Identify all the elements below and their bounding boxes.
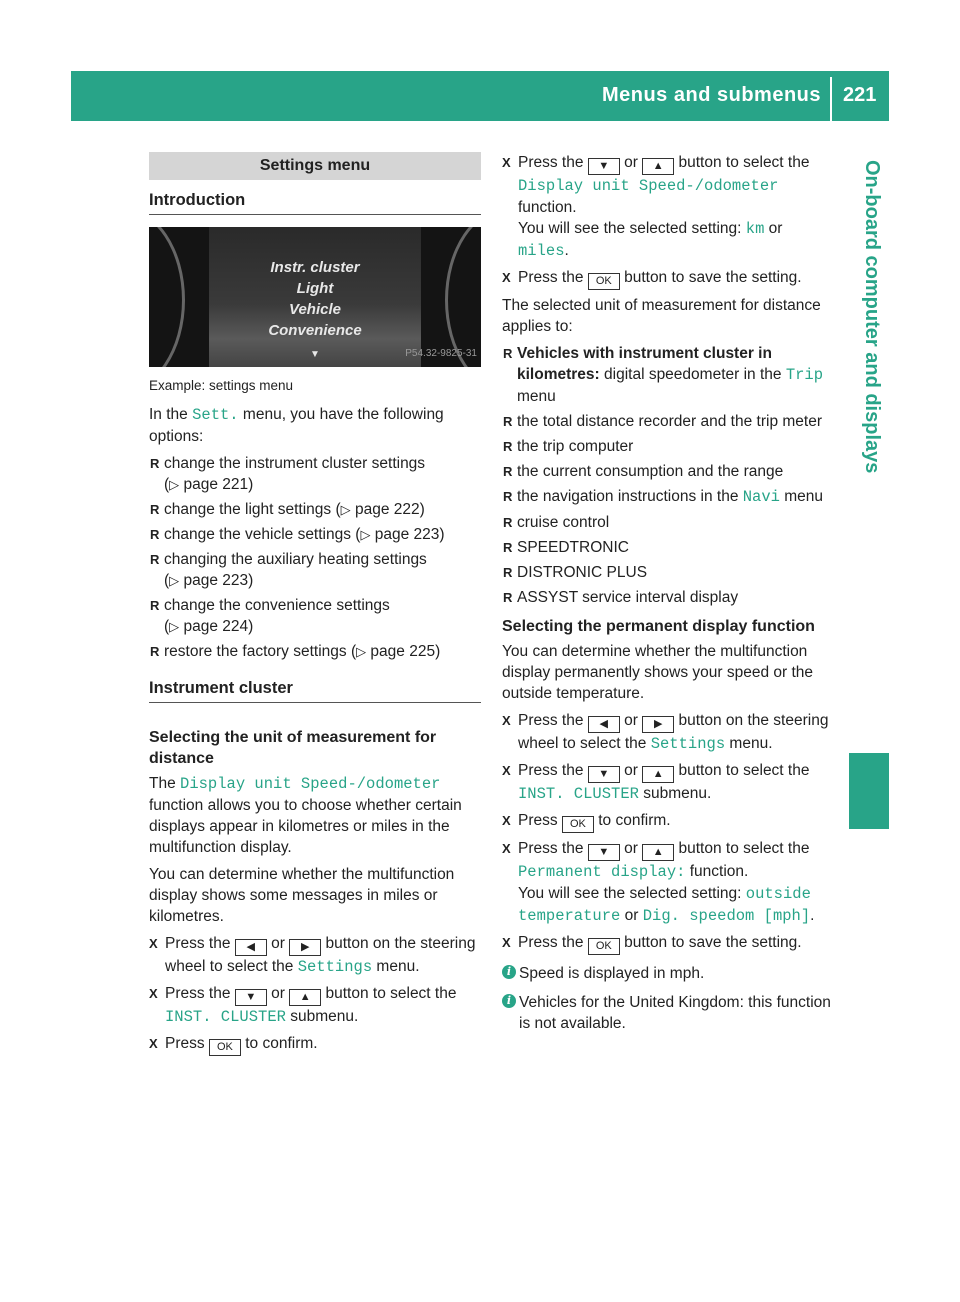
down-arrow-key-icon: ▼: [588, 158, 620, 175]
unit-paragraph-2: You can determine whether the multifunction display shows some messages in miles or kilometres.: [149, 866, 455, 925]
ok-key-icon: OK: [209, 1039, 241, 1056]
right-column: [502, 152, 836, 1034]
left-arrow-key-icon: ◀: [588, 716, 620, 733]
options-list: [149, 453, 481, 662]
ok-key-icon: OK: [562, 816, 594, 833]
side-tab-marker: [849, 753, 889, 829]
step-item: X Press OK to confirm.: [502, 810, 836, 833]
applies-paragraph: The selected unit of measurement for distance applies to:: [502, 297, 821, 335]
unit-paragraph: The Display unit Speed-/odometer function allows you to choose whether certain displays appear in kilometres or miles in the multifunction display.: [149, 775, 462, 856]
list-item: R change the vehicle settings (▷ page 223): [149, 524, 481, 545]
list-item: R changing the auxiliary heating settings (▷ page 223): [149, 549, 481, 591]
code-term: Navi: [742, 488, 780, 506]
steps-list: [502, 710, 836, 955]
down-arrow-key-icon: ▼: [588, 844, 620, 861]
info-note: i Vehicles for the United Kingdom: this function is not available.: [502, 992, 836, 1034]
scroll-down-icon: ▼: [310, 349, 320, 360]
triangle-ref-icon: ▷: [169, 477, 180, 492]
list-item: R DISTRONIC PLUS: [502, 562, 836, 583]
menu-line: Instr. cluster: [270, 259, 360, 276]
list-item: R restore the factory settings (▷ page 225): [149, 641, 481, 662]
list-item: R Vehicles with instrument cluster in kilometres: digital speedometer in the Trip menu: [502, 343, 836, 407]
intro-paragraph: In the Sett. menu, you have the following options:: [149, 406, 444, 445]
triangle-ref-icon: ▷: [169, 573, 180, 588]
info-note: i Speed is displayed in mph.: [502, 963, 836, 984]
list-item: R the trip computer: [502, 436, 836, 457]
applies-list: [502, 343, 836, 608]
right-arrow-key-icon: ▶: [642, 716, 674, 733]
step-item: X Press OK to confirm.: [149, 1033, 481, 1056]
triangle-ref-icon: ▷: [169, 619, 180, 634]
list-item: R the navigation instructions in the Navi menu: [502, 486, 836, 508]
list-item: R ASSYST service interval display: [502, 587, 836, 608]
permanent-paragraph: You can determine whether the multifunction display permanently shows your speed or the outside temperature.: [502, 643, 814, 702]
code-term: Sett.: [192, 406, 239, 424]
step-item: X Press the OK button to save the setting.: [502, 932, 836, 955]
list-item: R change the convenience settings (▷ page 224): [149, 595, 481, 637]
up-arrow-key-icon: ▲: [289, 989, 321, 1006]
settings-menu-photo: [149, 227, 481, 367]
code-term: INST. CLUSTER: [518, 785, 639, 803]
steps-list: [502, 152, 836, 290]
header-title: Menus and submenus: [601, 84, 821, 106]
code-term: miles: [518, 242, 565, 260]
code-term: Permanent display:: [518, 863, 686, 881]
side-tab: [846, 160, 890, 680]
step-item: X Press the ▼ or ▲ button to select the Permanent display: function. You will see the selected setting: outside temperature or Dig. speedom [mph].: [502, 838, 836, 927]
step-item: X Press the ◀ or ▶ button on the steering wheel to select the Settings menu.: [149, 933, 481, 978]
menu-line: Convenience: [268, 322, 362, 339]
display-screen: [209, 227, 421, 367]
steps-list: [149, 933, 481, 1056]
list-item: R the total distance recorder and the trip meter: [502, 411, 836, 432]
step-item: X Press the OK button to save the setting.: [502, 267, 836, 290]
code-term: km: [745, 220, 765, 238]
permanent-display-heading: Selecting the permanent display function: [502, 618, 815, 635]
down-arrow-key-icon: ▼: [235, 989, 267, 1006]
list-item: R change the light settings (▷ page 222): [149, 499, 481, 520]
menu-line: Vehicle: [289, 301, 341, 318]
step-item: X Press the ◀ or ▶ button on the steering wheel to select the Settings menu.: [502, 710, 836, 755]
info-icon: i: [502, 994, 516, 1008]
up-arrow-key-icon: ▲: [642, 766, 674, 783]
up-arrow-key-icon: ▲: [642, 844, 674, 861]
left-arrow-key-icon: ◀: [235, 939, 267, 956]
step-item: X Press the ▼ or ▲ button to select the INST. CLUSTER submenu.: [502, 760, 836, 805]
code-term: Trip: [785, 366, 824, 384]
menu-line: Light: [296, 280, 334, 297]
photo-caption: Example: settings menu: [149, 378, 294, 393]
left-column: [149, 152, 481, 1061]
right-arrow-key-icon: ▶: [289, 939, 321, 956]
introduction-heading: Introduction: [149, 190, 481, 215]
ok-key-icon: OK: [588, 938, 620, 955]
unit-heading: Selecting the unit of measurement for distance: [149, 729, 437, 767]
ok-key-icon: OK: [588, 273, 620, 290]
code-term: Display unit Speed-/odometer: [180, 775, 441, 793]
photo-code: P54.32-9825-31: [405, 348, 477, 359]
list-item: R the current consumption and the range: [502, 461, 836, 482]
list-item: R cruise control: [502, 512, 836, 533]
down-arrow-key-icon: ▼: [588, 766, 620, 783]
list-item: R change the instrument cluster settings (▷ page 221): [149, 453, 481, 495]
left-gauge: [149, 227, 185, 367]
code-term: Settings: [297, 958, 373, 976]
up-arrow-key-icon: ▲: [642, 158, 674, 175]
list-item: R SPEEDTRONIC: [502, 537, 836, 558]
code-term: INST. CLUSTER: [165, 1008, 286, 1026]
triangle-ref-icon: ▷: [356, 644, 367, 659]
code-term: Display unit Speed-/odometer: [518, 177, 779, 195]
code-term: Settings: [650, 735, 726, 753]
header-separator: [830, 77, 832, 121]
side-tab-label: On-board computer and displays: [861, 160, 883, 474]
triangle-ref-icon: ▷: [340, 502, 351, 517]
section-bar: Settings menu: [149, 152, 481, 180]
step-item: X Press the ▼ or ▲ button to select the INST. CLUSTER submenu.: [149, 983, 481, 1028]
triangle-ref-icon: ▷: [360, 527, 371, 542]
page-number: 221: [843, 84, 877, 106]
step-item: X Press the ▼ or ▲ button to select the Display unit Speed-/odometer function. You will see the selected setting: km or miles.: [502, 152, 836, 262]
page-header: [71, 71, 889, 121]
instrument-cluster-heading: Instrument cluster: [149, 678, 481, 703]
code-term: Dig. speedom [mph]: [642, 907, 811, 925]
info-icon: i: [502, 965, 516, 979]
code-term: outside temperature: [518, 885, 811, 925]
